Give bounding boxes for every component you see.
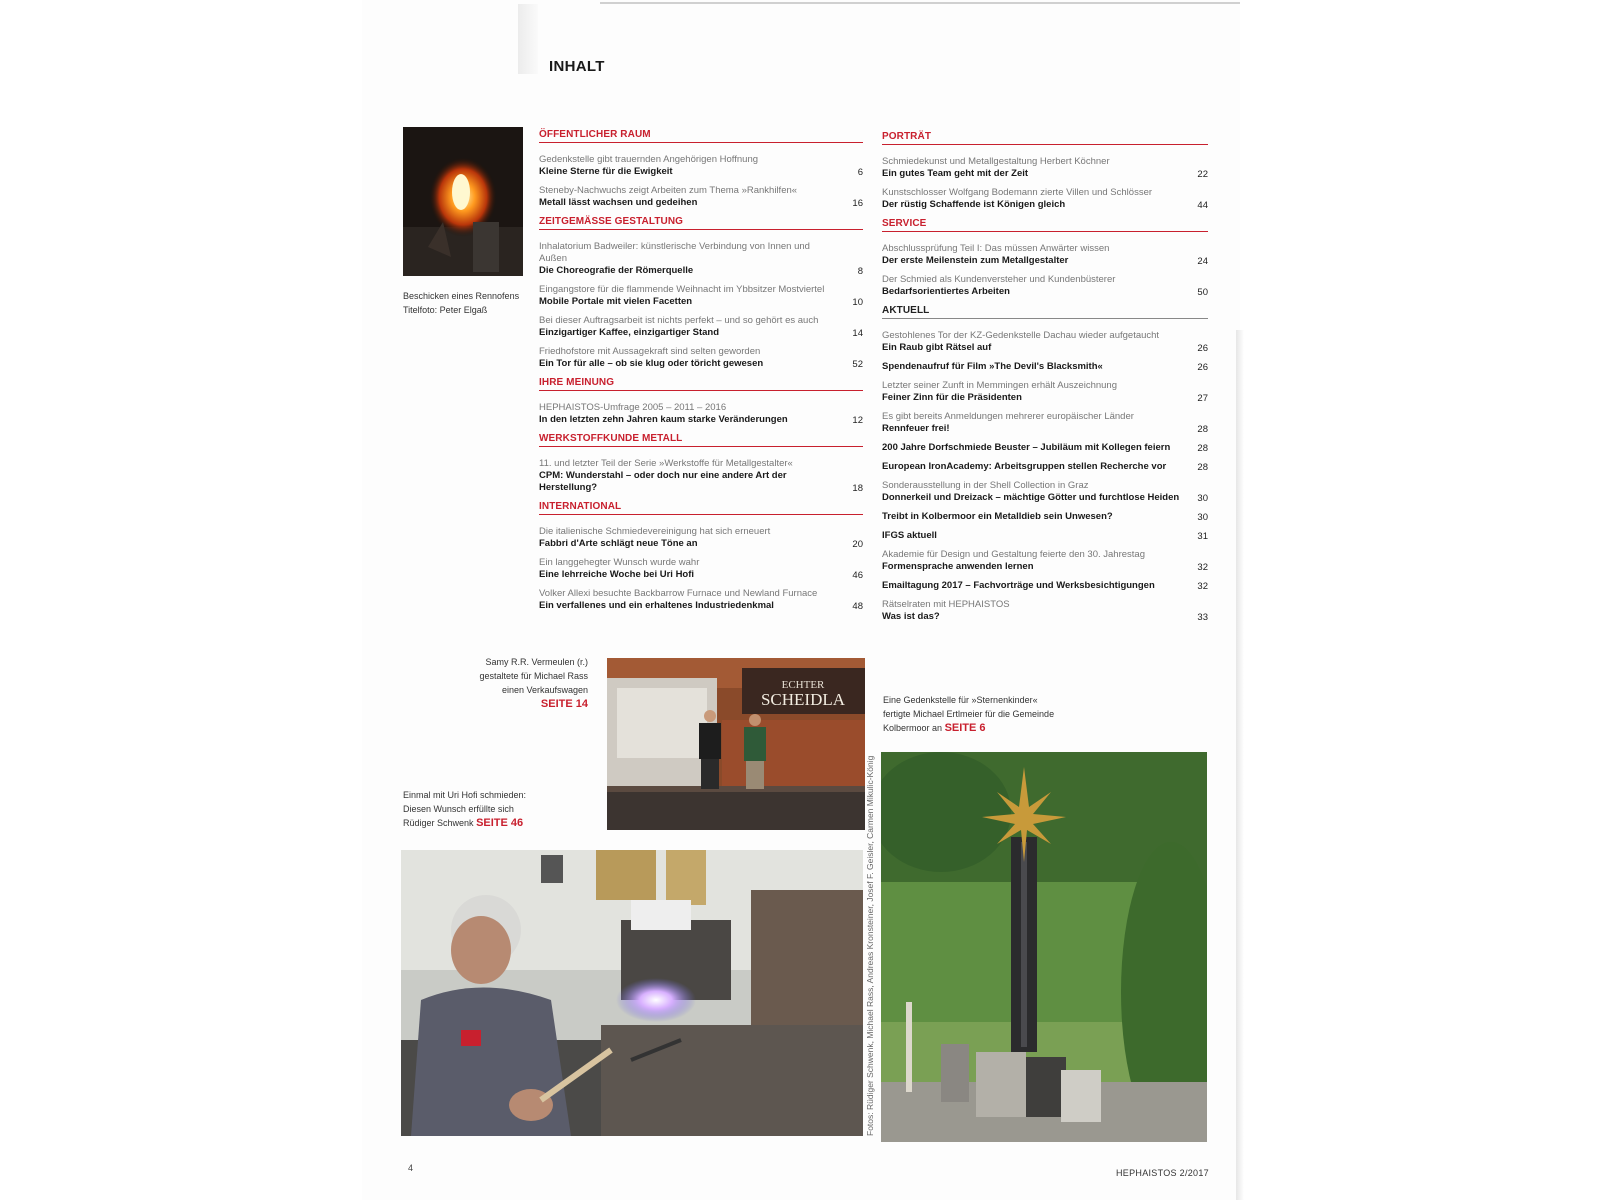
toc-entry[interactable] [539,154,863,178]
page-reference[interactable]: SEITE 46 [476,817,524,829]
section-title: ÖFFENTLICHER RAUM [539,129,863,143]
entry-title: Ein Raub gibt Rätsel auf [882,342,992,353]
toc-entry[interactable] [539,241,863,277]
entry-title: Der erste Meilenstein zum Metallgestalter [882,255,1069,266]
entry-kicker: Bei dieser Auftragsarbeit ist nichts perfekt – und so gehört es auch [539,315,819,326]
toc-column-left [539,124,863,619]
section-title: ZEITGEMÄSSE GESTALTUNG [539,216,863,230]
page-title: INHALT [549,58,605,75]
entry-page-number: 24 [1197,256,1208,267]
entry-page-number: 30 [1197,493,1208,504]
entry-page-number: 10 [852,297,863,308]
entry-kicker: Schmiedekunst und Metallgestaltung Herbert Köchner [882,156,1110,167]
entry-title: IFGS aktuell [882,530,937,541]
memorial-star-photo [881,752,1207,1142]
page-edge-shadow [1236,330,1244,1200]
entry-kicker: Friedhofstore mit Aussagekraft sind selten geworden [539,346,761,357]
entry-title: Einzigartiger Kaffee, einzigartiger Stand [539,327,720,338]
entry-page-number: 30 [1197,512,1208,523]
toc-entry[interactable] [882,511,1208,523]
cover-photo-caption [403,289,519,317]
entry-page-number: 8 [857,266,863,277]
entry-kicker: Akademie für Design und Gestaltung feierte den 30. Jahrestag [882,549,1145,560]
toc-column-right [882,126,1208,630]
toc-entry[interactable] [882,411,1208,435]
entry-title: Was ist das? [882,611,940,622]
entry-title: Fabbri d'Arte schlägt neue Töne an [539,538,698,549]
toc-section [539,433,863,494]
hofi-workshop-photo [401,850,863,1136]
entry-kicker: Ein langgehegter Wunsch wurde wahr [539,557,700,568]
entry-page-number: 14 [852,328,863,339]
section-title: IHRE MEINUNG [539,377,863,391]
entry-page-number: 28 [1197,424,1208,435]
scan-shadow [518,4,538,74]
toc-section [539,129,863,209]
entry-title: Die Choreografie der Römerquelle [539,265,694,276]
entry-title: CPM: Wunderstahl – oder doch nur eine andere Art der Herstellung? [539,470,787,493]
page-reference[interactable]: SEITE 6 [944,722,986,734]
toc-entry[interactable] [882,330,1208,354]
entry-page-number: 26 [1197,343,1208,354]
toc-entry[interactable] [882,549,1208,573]
entry-kicker: Der Schmied als Kundenversteher und Kundenbüsterer [882,274,1116,285]
toc-entry[interactable] [882,599,1208,623]
toc-entry[interactable] [539,588,863,612]
toc-section [539,501,863,612]
entry-kicker: Abschlussprüfung Teil I: Das müssen Anwärter wissen [882,243,1110,254]
entry-title: Spendenaufruf für Film »The Devil's Blacksmith« [882,361,1103,372]
entry-title: Treibt in Kolbermoor ein Metalldieb sein Unwesen? [882,511,1113,522]
entry-page-number: 28 [1197,462,1208,473]
entry-kicker: Eingangstore für die flammende Weihnacht im Ybbsitzer Mostviertel [539,284,825,295]
entry-title: European IronAcademy: Arbeitsgruppen stellen Recherche vor [882,461,1167,472]
caption-line: einen Verkaufswagen [501,685,588,695]
sign-text: SCHEIDLA [760,690,846,709]
section-title: INTERNATIONAL [539,501,863,515]
entry-title: Feiner Zinn für die Präsidenten [882,392,1022,403]
entry-kicker: HEPHAISTOS-Umfrage 2005 – 2011 – 2016 [539,402,727,413]
toc-entry[interactable] [882,187,1208,211]
toc-entry[interactable] [539,526,863,550]
entry-kicker: Gestohlenes Tor der KZ-Gedenkstelle Dachau wieder aufgetaucht [882,330,1160,341]
caption-line: Titelfoto: Peter Elgaß [403,305,488,315]
toc-entry[interactable] [539,458,863,494]
entry-kicker: Volker Allexi besuchte Backbarrow Furnace und Newland Furnace [539,588,818,599]
entry-page-number: 18 [852,483,863,494]
entry-title: Eine lehrreiche Woche bei Uri Hofi [539,569,695,580]
entry-page-number: 32 [1197,562,1208,573]
toc-entry[interactable] [539,315,863,339]
toc-entry[interactable] [882,580,1208,592]
entry-kicker: Es gibt bereits Anmeldungen mehrerer europäischer Länder [882,411,1134,422]
toc-section [882,305,1208,623]
toc-entry[interactable] [539,402,863,426]
caption-line: Kolbermoor an [883,723,943,733]
scan-edge [600,2,1240,4]
entry-kicker: Inhalatorium Badweiler: künstlerische Verbindung von Innen und Außen [539,241,810,264]
entry-page-number: 52 [852,359,863,370]
toc-entry[interactable] [882,156,1208,180]
caption-line: Einmal mit Uri Hofi schmieden: [403,790,527,800]
toc-entry[interactable] [882,274,1208,298]
page-reference[interactable]: SEITE 14 [540,698,588,710]
toc-section [539,216,863,370]
toc-entry[interactable] [539,557,863,581]
memorial-photo-caption [883,693,1054,735]
entry-page-number: 12 [852,415,863,426]
entry-kicker: 11. und letzter Teil der Serie »Werkstoffe für Metallgestalter« [539,458,793,469]
entry-page-number: 48 [852,601,863,612]
caption-line: gestaltete für Michael Rass [479,671,588,681]
caption-line: Diesen Wunsch erfüllte sich [403,804,514,814]
toc-entry[interactable] [539,284,863,308]
sign-text: ECHTER [781,679,825,691]
entry-kicker: Letzter seiner Zunft in Memmingen erhält Auszeichnung [882,380,1117,391]
toc-section [882,218,1208,298]
entry-page-number: 44 [1197,200,1208,211]
toc-entry[interactable] [882,461,1208,473]
entry-title: Donnerkeil und Dreizack – mächtige Götter und furchtlose Heiden [882,492,1180,503]
entry-kicker: Sonderausstellung in der Shell Collection in Graz [882,480,1089,491]
entry-page-number: 46 [852,570,863,581]
toc-entry[interactable] [882,361,1208,373]
entry-page-number: 33 [1197,612,1208,623]
entry-kicker: Rätselraten mit HEPHAISTOS [882,599,1010,610]
toc-entry[interactable] [882,442,1208,454]
entry-kicker: Die italienische Schmiedevereinigung hat sich erneuert [539,526,771,537]
photo-credit [863,755,877,1140]
entry-title: Rennfeuer frei! [882,423,950,434]
page-number: 4 [408,1163,414,1173]
stand-photo-caption [470,655,588,711]
entry-kicker: Steneby-Nachwuchs zeigt Arbeiten zum Thema »Rankhilfen« [539,185,798,196]
hofi-photo-caption [403,788,526,830]
section-title: PORTRÄT [882,131,1208,145]
entry-title: Ein gutes Team geht mit der Zeit [882,168,1029,179]
entry-title: Der rüstig Schaffende ist Königen gleich [882,199,1066,210]
entry-title: In den letzten zehn Jahren kaum starke Veränderungen [539,414,788,425]
toc-section [882,131,1208,211]
entry-page-number: 28 [1197,443,1208,454]
entry-page-number: 6 [857,167,863,178]
section-title: WERKSTOFFKUNDE METALL [539,433,863,447]
entry-title: Kleine Sterne für die Ewigkeit [539,166,673,177]
entry-title: Bedarfsorientiertes Arbeiten [882,286,1010,297]
toc-entry[interactable] [882,380,1208,404]
entry-page-number: 20 [852,539,863,550]
section-title: AKTUELL [882,305,1208,319]
magazine-issue: HEPHAISTOS 2/2017 [1116,1168,1209,1178]
toc-section [539,377,863,426]
entry-page-number: 50 [1197,287,1208,298]
caption-line: Samy R.R. Vermeulen (r.) [485,657,588,667]
entry-page-number: 22 [1197,169,1208,180]
entry-title: Ein Tor für alle – ob sie klug oder töricht gewesen [539,358,764,369]
toc-entry[interactable] [539,185,863,209]
entry-page-number: 26 [1197,362,1208,373]
caption-line: fertigte Michael Ertlmeier für die Gemeinde [883,709,1055,719]
entry-title: Ein verfallenes und ein erhaltenes Industriedenkmal [539,600,774,611]
toc-entry[interactable] [882,243,1208,267]
caption-line: Beschicken eines Rennofens [403,291,520,301]
entry-title: 200 Jahre Dorfschmiede Beuster – Jubiläum mit Kollegen feiern [882,442,1171,453]
entry-page-number: 27 [1197,393,1208,404]
cover-photo-furnace [403,127,523,276]
entry-kicker: Kunstschlosser Wolfgang Bodemann zierte Villen und Schlösser [882,187,1153,198]
entry-page-number: 16 [852,198,863,209]
section-title: SERVICE [882,218,1208,232]
caption-line: Rüdiger Schwenk [403,818,474,828]
entry-title: Emailtagung 2017 – Fachvorträge und Werksbesichtigungen [882,580,1155,591]
toc-entry[interactable] [882,480,1208,504]
toc-entry[interactable] [539,346,863,370]
entry-title: Formensprache anwenden lernen [882,561,1034,572]
photo-credit-text: Fotos: Rüdiger Schwenk, Michael Rass, Andreas Kronsteiner, Josef F. Geisler, Carmen Mikulic-König [865,755,875,1136]
entry-kicker: Gedenkstelle gibt trauernden Angehörigen Hoffnung [539,154,759,165]
stand-photo [607,658,865,830]
entry-title: Metall lässt wachsen und gedeihen [539,197,698,208]
caption-line: Eine Gedenkstelle für »Sternenkinder« [883,695,1038,705]
entry-page-number: 32 [1197,581,1208,592]
entry-page-number: 31 [1197,531,1208,542]
toc-entry[interactable] [882,530,1208,542]
entry-title: Mobile Portale mit vielen Facetten [539,296,693,307]
